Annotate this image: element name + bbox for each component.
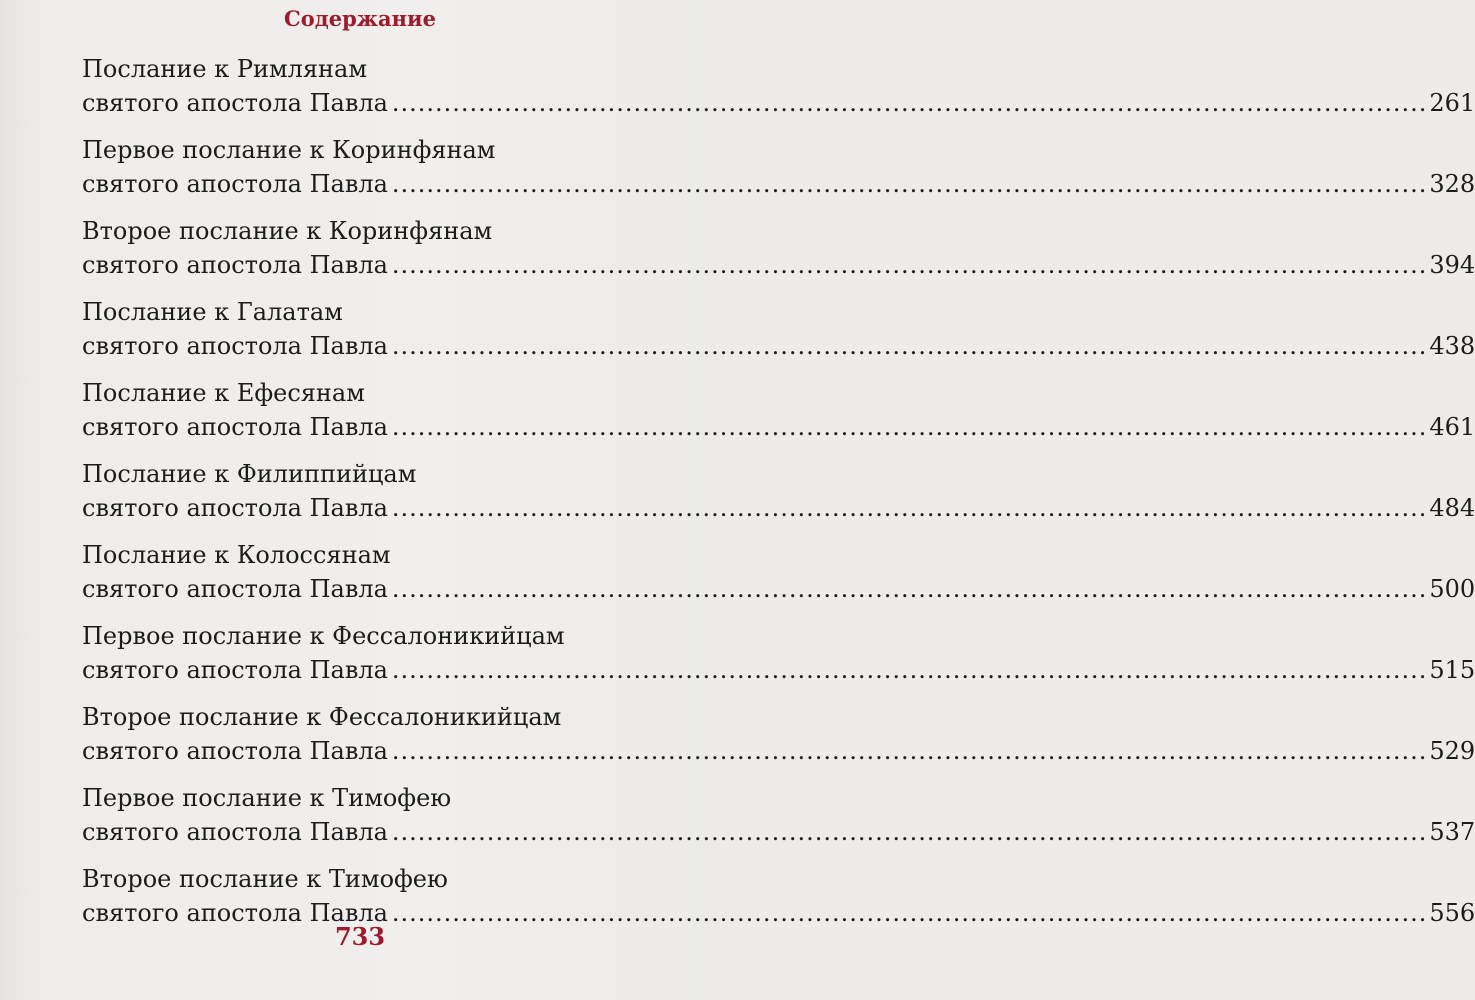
toc-entry-page: 484 [1429, 494, 1475, 522]
toc-entry-page: 328 [1429, 170, 1475, 198]
toc-entry [82, 376, 1475, 457]
toc-entry-subtitle: святого апостола Павла [82, 737, 388, 765]
toc-entry-subtitle-line [82, 491, 1475, 525]
toc-entry-subtitle-line [82, 410, 1475, 444]
toc-entry [82, 538, 1475, 619]
toc-entry-page: 461 [1429, 413, 1475, 441]
toc-entry-subtitle-line [82, 86, 1475, 120]
toc-entry-subtitle: святого апостола Павла [82, 170, 388, 198]
toc-entry [82, 700, 1475, 781]
toc-entry-subtitle: святого апостола Павла [82, 494, 388, 522]
toc-entry-subtitle: святого апостола Павла [82, 89, 388, 117]
toc-entry-title: Послание к Римлянам [82, 55, 367, 83]
toc-entry [82, 214, 1475, 295]
leader-dots: ........................................................................................................................ [391, 737, 1428, 765]
toc-entry-subtitle-line [82, 329, 1475, 363]
toc-entry-subtitle-line [82, 572, 1475, 606]
toc-entry-page: 529 [1429, 737, 1475, 765]
toc-entry-subtitle-line [82, 167, 1475, 201]
toc-entry [82, 52, 1475, 133]
leader-dots: ........................................................................................................................ [391, 170, 1428, 198]
toc-entry [82, 781, 1475, 862]
page-number: 733 [334, 922, 386, 951]
leader-dots: ........................................................................................................................ [391, 413, 1428, 441]
toc-entry-subtitle: святого апостола Павла [82, 656, 388, 684]
toc-entry-title: Первое послание к Тимофею [82, 784, 452, 812]
toc-entry-subtitle-line [82, 815, 1475, 849]
toc-entry-title: Первое послание к Фессалоникийцам [82, 622, 565, 650]
leader-dots: ........................................................................................................................ [391, 332, 1428, 360]
leader-dots: ........................................................................................................................ [391, 494, 1428, 522]
toc-entry-subtitle-line [82, 734, 1475, 768]
toc-entry [82, 133, 1475, 214]
page-header: Содержание [284, 6, 436, 31]
toc-entry-title: Второе послание к Тимофею [82, 865, 448, 893]
toc-entry-subtitle: святого апостола Павла [82, 899, 388, 927]
toc-entry-subtitle: святого апостола Павла [82, 413, 388, 441]
toc-entry-page: 438 [1429, 332, 1475, 360]
toc-entry-subtitle-line [82, 248, 1475, 282]
leader-dots: ........................................................................................................................ [391, 89, 1428, 117]
toc-entry-page: 515 [1429, 656, 1475, 684]
toc-entry-title: Второе послание к Фессалоникийцам [82, 703, 562, 731]
toc-entry-title: Послание к Ефесянам [82, 379, 365, 407]
toc-entry-title: Послание к Галатам [82, 298, 343, 326]
toc-entry-subtitle: святого апостола Павла [82, 251, 388, 279]
leader-dots: ........................................................................................................................ [391, 251, 1428, 279]
toc-entry-title: Второе послание к Коринфянам [82, 217, 493, 245]
table-of-contents [82, 52, 1475, 943]
toc-entry [82, 457, 1475, 538]
leader-dots: ........................................................................................................................ [391, 575, 1428, 603]
toc-entry-page: 556 [1429, 899, 1475, 927]
toc-entry-page: 500 [1429, 575, 1475, 603]
toc-entry [82, 619, 1475, 700]
toc-entry-title: Послание к Колоссянам [82, 541, 391, 569]
leader-dots: ........................................................................................................................ [391, 818, 1428, 846]
toc-entry-page: 261 [1429, 89, 1475, 117]
toc-entry-page: 394 [1429, 251, 1475, 279]
toc-entry [82, 295, 1475, 376]
leader-dots: ........................................................................................................................ [391, 656, 1428, 684]
toc-entry-page: 537 [1429, 818, 1475, 846]
toc-entry-subtitle: святого апостола Павла [82, 332, 388, 360]
toc-entry-title: Послание к Филиппийцам [82, 460, 417, 488]
toc-entry-subtitle-line [82, 653, 1475, 687]
toc-entry-subtitle: святого апостола Павла [82, 818, 388, 846]
toc-entry-subtitle: святого апостола Павла [82, 575, 388, 603]
leader-dots: ........................................................................................................................ [391, 899, 1428, 927]
toc-entry-title: Первое послание к Коринфянам [82, 136, 496, 164]
